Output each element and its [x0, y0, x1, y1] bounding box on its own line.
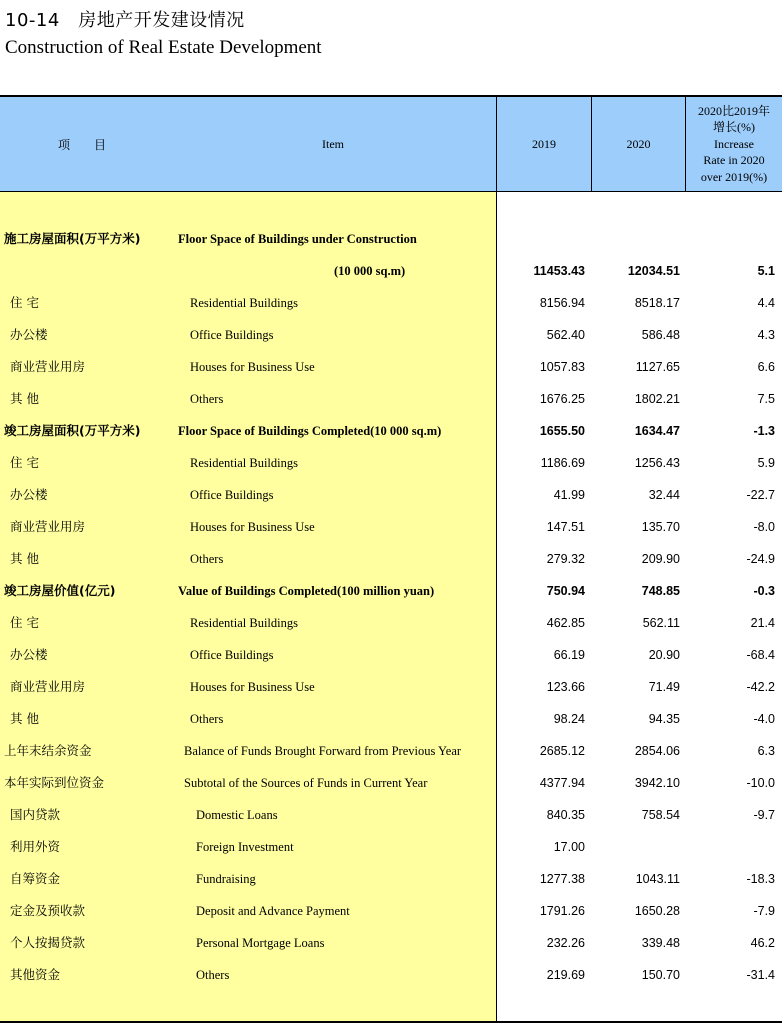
header-col-2020: 2020 [626, 136, 651, 151]
row-label-en: Houses for Business Use [190, 360, 315, 374]
growth-rate: -31.4 [746, 968, 775, 982]
row-label-en: Deposit and Advance Payment [196, 904, 350, 918]
row-label-cn: 上年末结余资金 [4, 743, 92, 758]
page-title-chinese: 10-14 房地产开发建设情况 [5, 10, 245, 31]
row-label-en: Subtotal of the Sources of Funds in Current Year [184, 776, 428, 790]
growth-rate: 5.1 [757, 264, 775, 278]
value-2019: 2685.12 [539, 744, 585, 758]
row-label-en: Houses for Business Use [190, 520, 315, 534]
value-2020: 94.35 [648, 712, 680, 726]
table-row [0, 223, 782, 255]
growth-rate: -18.3 [746, 872, 775, 886]
row-label-cn: 个人按揭贷款 [10, 935, 86, 950]
value-2019: 462.85 [546, 616, 585, 630]
table-row [0, 799, 782, 831]
value-2020: 209.90 [641, 552, 680, 566]
value-2020: 562.11 [642, 616, 680, 630]
table-row [0, 447, 782, 479]
value-2019: 147.51 [546, 520, 585, 534]
page-title-english: Construction of Real Estate Development [5, 37, 322, 58]
row-label-cn: 办公楼 [10, 487, 48, 502]
value-2019: 1277.38 [539, 872, 585, 886]
row-label-en: Residential Buildings [190, 456, 298, 470]
table-row [0, 703, 782, 735]
value-2020: 1256.43 [634, 456, 680, 470]
row-label-en: Fundraising [196, 872, 256, 886]
row-label-cn: 住 宅 [10, 615, 39, 630]
value-2019: 562.40 [546, 328, 585, 342]
value-2019: 66.19 [553, 648, 585, 662]
growth-rate: 5.9 [757, 456, 775, 470]
value-2020 [592, 831, 680, 863]
table-row [0, 863, 782, 895]
value-2020: 12034.51 [627, 264, 680, 278]
row-label-cn: 本年实际到位资金 [4, 775, 105, 790]
row-label-cn: 定金及预收款 [10, 903, 86, 918]
row-label-cn: 其他资金 [10, 967, 61, 982]
value-2019: 8156.94 [539, 296, 585, 310]
value-2020: 1634.47 [634, 424, 680, 438]
growth-rate: -1.3 [753, 424, 775, 438]
value-2019: 1655.50 [539, 424, 585, 438]
growth-rate: -42.2 [746, 680, 775, 694]
value-2019: 840.35 [546, 808, 585, 822]
table-row [0, 831, 782, 863]
value-2020: 71.49 [648, 680, 680, 694]
row-label-cn: 住 宅 [10, 455, 39, 470]
row-label-en: Balance of Funds Brought Forward from Previous Year [184, 744, 462, 758]
table-row [0, 383, 782, 415]
value-2020: 339.48 [641, 936, 680, 950]
growth-rate: -4.0 [753, 712, 775, 726]
growth-rate [686, 831, 775, 863]
row-label-cn: 竣工房屋价值(亿元) [4, 583, 116, 598]
table-row [0, 767, 782, 799]
value-2019: 1186.69 [540, 456, 585, 470]
value-2020: 1802.21 [634, 392, 680, 406]
value-2019: 1791.26 [539, 904, 585, 918]
table-row [0, 959, 782, 991]
value-2019: 219.69 [546, 968, 585, 982]
table-row [0, 927, 782, 959]
row-label-cn: 施工房屋面积(万平方米) [4, 231, 141, 246]
row-label-en: Office Buildings [190, 488, 274, 502]
value-2019: 750.94 [546, 584, 585, 598]
value-2020: 20.90 [648, 648, 680, 662]
growth-rate: -8.0 [753, 520, 775, 534]
value-2019: 41.99 [553, 488, 585, 502]
header-col-2019: 2019 [532, 136, 556, 151]
value-2019: 1676.25 [539, 392, 585, 406]
row-label-en: Others [196, 968, 230, 982]
value-2019: 4377.94 [539, 776, 585, 790]
growth-rate: 6.3 [757, 744, 775, 758]
row-label-en: Others [190, 712, 224, 726]
value-2019: 98.24 [553, 712, 585, 726]
table-row [0, 511, 782, 543]
header-item-cn: 项 目 [57, 137, 112, 152]
row-label-cn: 商业营业用房 [10, 679, 86, 694]
table-row [0, 671, 782, 703]
value-2020: 8518.17 [634, 296, 680, 310]
header-item-en: Item [322, 136, 344, 151]
growth-rate: -68.4 [746, 648, 775, 662]
row-label-en: Residential Buildings [190, 616, 298, 630]
row-label-en: Domestic Loans [196, 808, 278, 822]
row-label-en: Foreign Investment [196, 840, 294, 854]
table-row [0, 255, 782, 287]
value-2019 [497, 223, 585, 255]
value-2020: 2854.06 [634, 744, 680, 758]
row-label-en: Floor Space of Buildings under Construction [178, 232, 417, 246]
row-label-en: Others [190, 552, 224, 566]
value-2019: 279.32 [546, 552, 585, 566]
growth-rate: -9.7 [753, 808, 775, 822]
row-label-en: Personal Mortgage Loans [196, 936, 325, 950]
growth-rate: 46.2 [750, 936, 775, 950]
value-2020: 758.54 [641, 808, 680, 822]
table-row [0, 575, 782, 607]
row-label-cn: 办公楼 [10, 327, 48, 342]
header-col-growth-rate: 2020比2019年 增长(%) Increase Rate in 2020 over 2019(%) [697, 103, 770, 184]
row-label-en: Houses for Business Use [190, 680, 315, 694]
growth-rate: 6.6 [757, 360, 775, 374]
value-2020: 32.44 [648, 488, 680, 502]
table-bottom-rule [0, 1021, 782, 1023]
table-row [0, 415, 782, 447]
value-2019: 1057.83 [539, 360, 585, 374]
row-label-cn: 办公楼 [10, 647, 48, 662]
value-2020: 748.85 [641, 584, 680, 598]
row-label-cn: 住 宅 [10, 295, 39, 310]
value-2019: 11453.43 [533, 264, 585, 278]
table-row [0, 287, 782, 319]
row-label-en: Others [190, 392, 224, 406]
row-label-cn: 其 他 [10, 391, 39, 406]
table-row [0, 479, 782, 511]
growth-rate [686, 223, 775, 255]
table-header [0, 97, 782, 192]
value-2020 [592, 223, 680, 255]
growth-rate: 4.4 [757, 296, 775, 310]
row-label-en: Office Buildings [190, 648, 274, 662]
row-label-en: Value of Buildings Completed(100 million yuan) [178, 584, 435, 598]
row-label-en: Office Buildings [190, 328, 274, 342]
table-row [0, 351, 782, 383]
row-label-cn: 竣工房屋面积(万平方米) [4, 423, 141, 438]
row-label-cn: 其 他 [10, 551, 39, 566]
growth-rate: -10.0 [746, 776, 775, 790]
table-row [0, 895, 782, 927]
row-label-en: (10 000 sq.m) [334, 264, 406, 278]
value-2020: 1650.28 [634, 904, 680, 918]
value-2019: 232.26 [546, 936, 585, 950]
row-label-cn: 商业营业用房 [10, 519, 86, 534]
table-row [0, 607, 782, 639]
growth-rate: 4.3 [757, 328, 775, 342]
row-label-en: Floor Space of Buildings Completed(10 000 sq.m) [178, 424, 442, 438]
row-label-cn: 商业营业用房 [10, 359, 86, 374]
growth-rate: -24.9 [746, 552, 775, 566]
value-2020: 3942.10 [634, 776, 680, 790]
table-row [0, 543, 782, 575]
growth-rate: -22.7 [746, 488, 775, 502]
row-label-cn: 国内贷款 [10, 807, 61, 822]
value-2020: 1127.65 [635, 360, 680, 374]
growth-rate: -0.3 [753, 584, 775, 598]
value-2019: 17.00 [553, 840, 585, 854]
value-2019: 123.66 [546, 680, 585, 694]
row-label-cn: 利用外资 [10, 839, 61, 854]
value-2020: 1043.11 [635, 872, 680, 886]
value-2020: 586.48 [641, 328, 680, 342]
row-label-cn: 自筹资金 [10, 871, 61, 886]
table-row [0, 639, 782, 671]
row-label-cn: 其 他 [10, 711, 39, 726]
value-2020: 150.70 [641, 968, 680, 982]
table-row [0, 319, 782, 351]
growth-rate: 21.4 [750, 616, 775, 630]
value-2020: 135.70 [641, 520, 680, 534]
growth-rate: -7.9 [753, 904, 775, 918]
growth-rate: 7.5 [757, 392, 775, 406]
row-label-en: Residential Buildings [190, 296, 298, 310]
table-row [0, 735, 782, 767]
